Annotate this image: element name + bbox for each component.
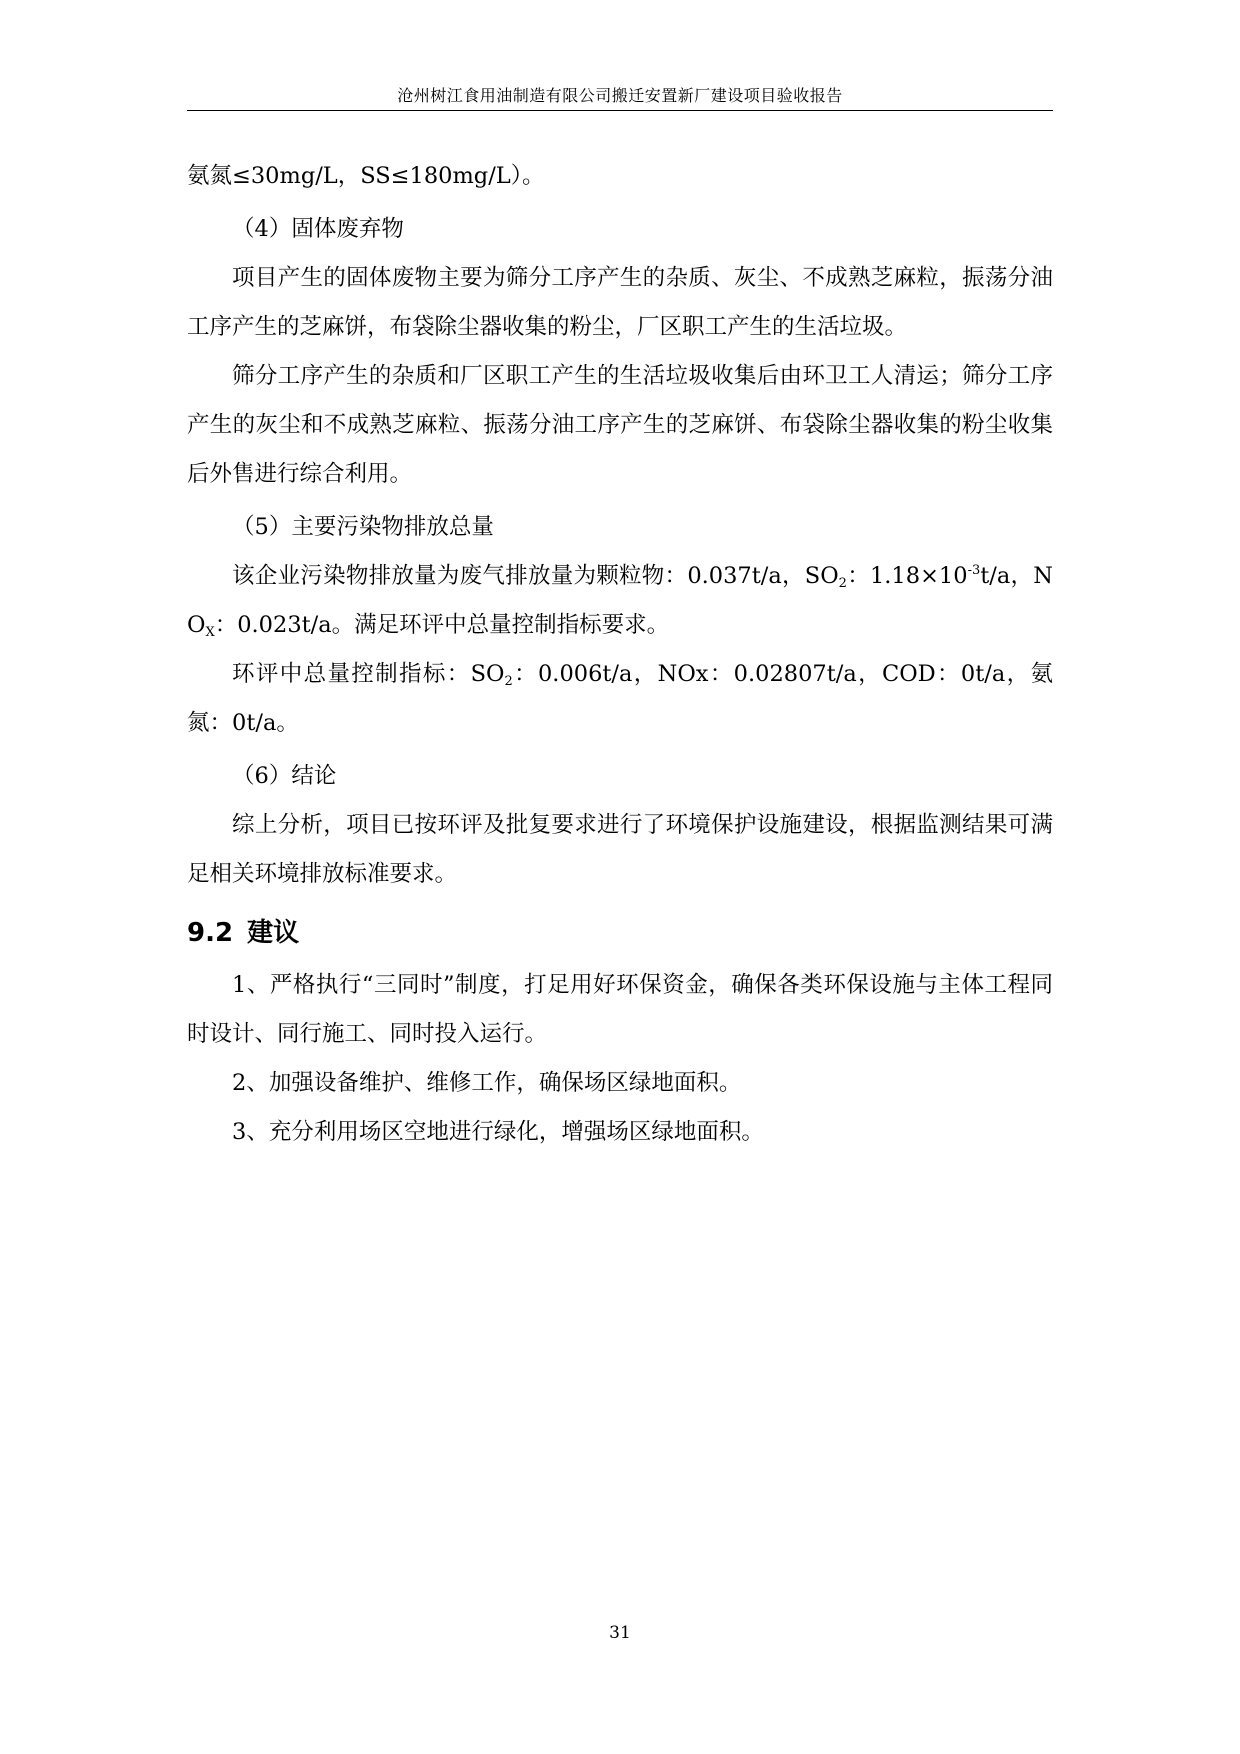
section-title: 建议 [247,918,300,948]
quota-text-a: 环评中总量控制指标：SO [232,661,505,687]
total-emissions-paragraph-1 [187,552,1053,650]
nox-subscript: X [205,625,215,640]
running-header: 沧州树江食用油制造有限公司搬迁安置新厂建设项目验收报告 [397,86,843,105]
recommendation-item: 2、加强设备维护、维修工作，确保场区绿地面积。 [232,1070,742,1096]
recommendation-item: 3、充分利用场区空地进行绿化，增强场区绿地面积。 [232,1119,764,1145]
emissions-text-a: 该企业污染物排放量为废气排放量为颗粒物：0.037t/a，SO [232,563,839,589]
solid-waste-paragraph-2: 筛分工序产生的杂质和厂区职工产生的生活垃圾收集后由环卫工人清运；筛分工序产生的灰尘和不成熟芝麻粒、振荡分油工序产生的芝麻饼、布袋除尘器收集的粉尘收集后外售进行综合利用。 [187,363,1053,487]
conclusion-paragraph: 综上分析，项目已按环评及批复要求进行了环境保护设施建设，根据监测结果可满足相关环境排放标准要求。 [187,812,1053,887]
so2-subscript: 2 [838,576,847,591]
emissions-text-b: ：1.18×10 [846,563,968,589]
exponent-superscript: -3 [967,563,981,578]
emissions-text-c: t/a，NO [187,563,1053,638]
quota-text-b: ：0.006t/a，NOx：0.02807t/a，COD：0t/a，氨氮：0t/a。 [187,661,1053,736]
emissions-text-d: ：0.023t/a。满足环评中总量控制指标要求。 [214,612,670,638]
recommendation-item: 1、严格执行“三同时”制度，打足用好环保资金，确保各类环保设施与主体工程同时设计、同行施工、同时投入运行。 [187,972,1053,1047]
header-rule [187,110,1053,111]
subheading-conclusion: （6）结论 [232,763,337,789]
section-number: 9.2 [187,918,234,948]
solid-waste-paragraph-1: 项目产生的固体废物主要为筛分工序产生的杂质、灰尘、不成熟芝麻粒，振荡分油工序产生的芝麻饼，布袋除尘器收集的粉尘，厂区职工产生的生活垃圾。 [187,265,1053,340]
total-emissions-paragraph-2 [187,650,1053,748]
subheading-total-emissions: （5）主要污染物排放总量 [232,514,494,540]
so2-subscript: 2 [504,674,513,689]
section-heading-9-2 [187,912,1053,954]
page-number: 31 [609,1623,631,1643]
subheading-solid-waste: （4）固体废弃物 [232,216,404,242]
ammonia-limit-continuation: 氨氮≤30mg/L，SS≤180mg/L）。 [187,163,545,189]
page-body [187,152,1053,1157]
